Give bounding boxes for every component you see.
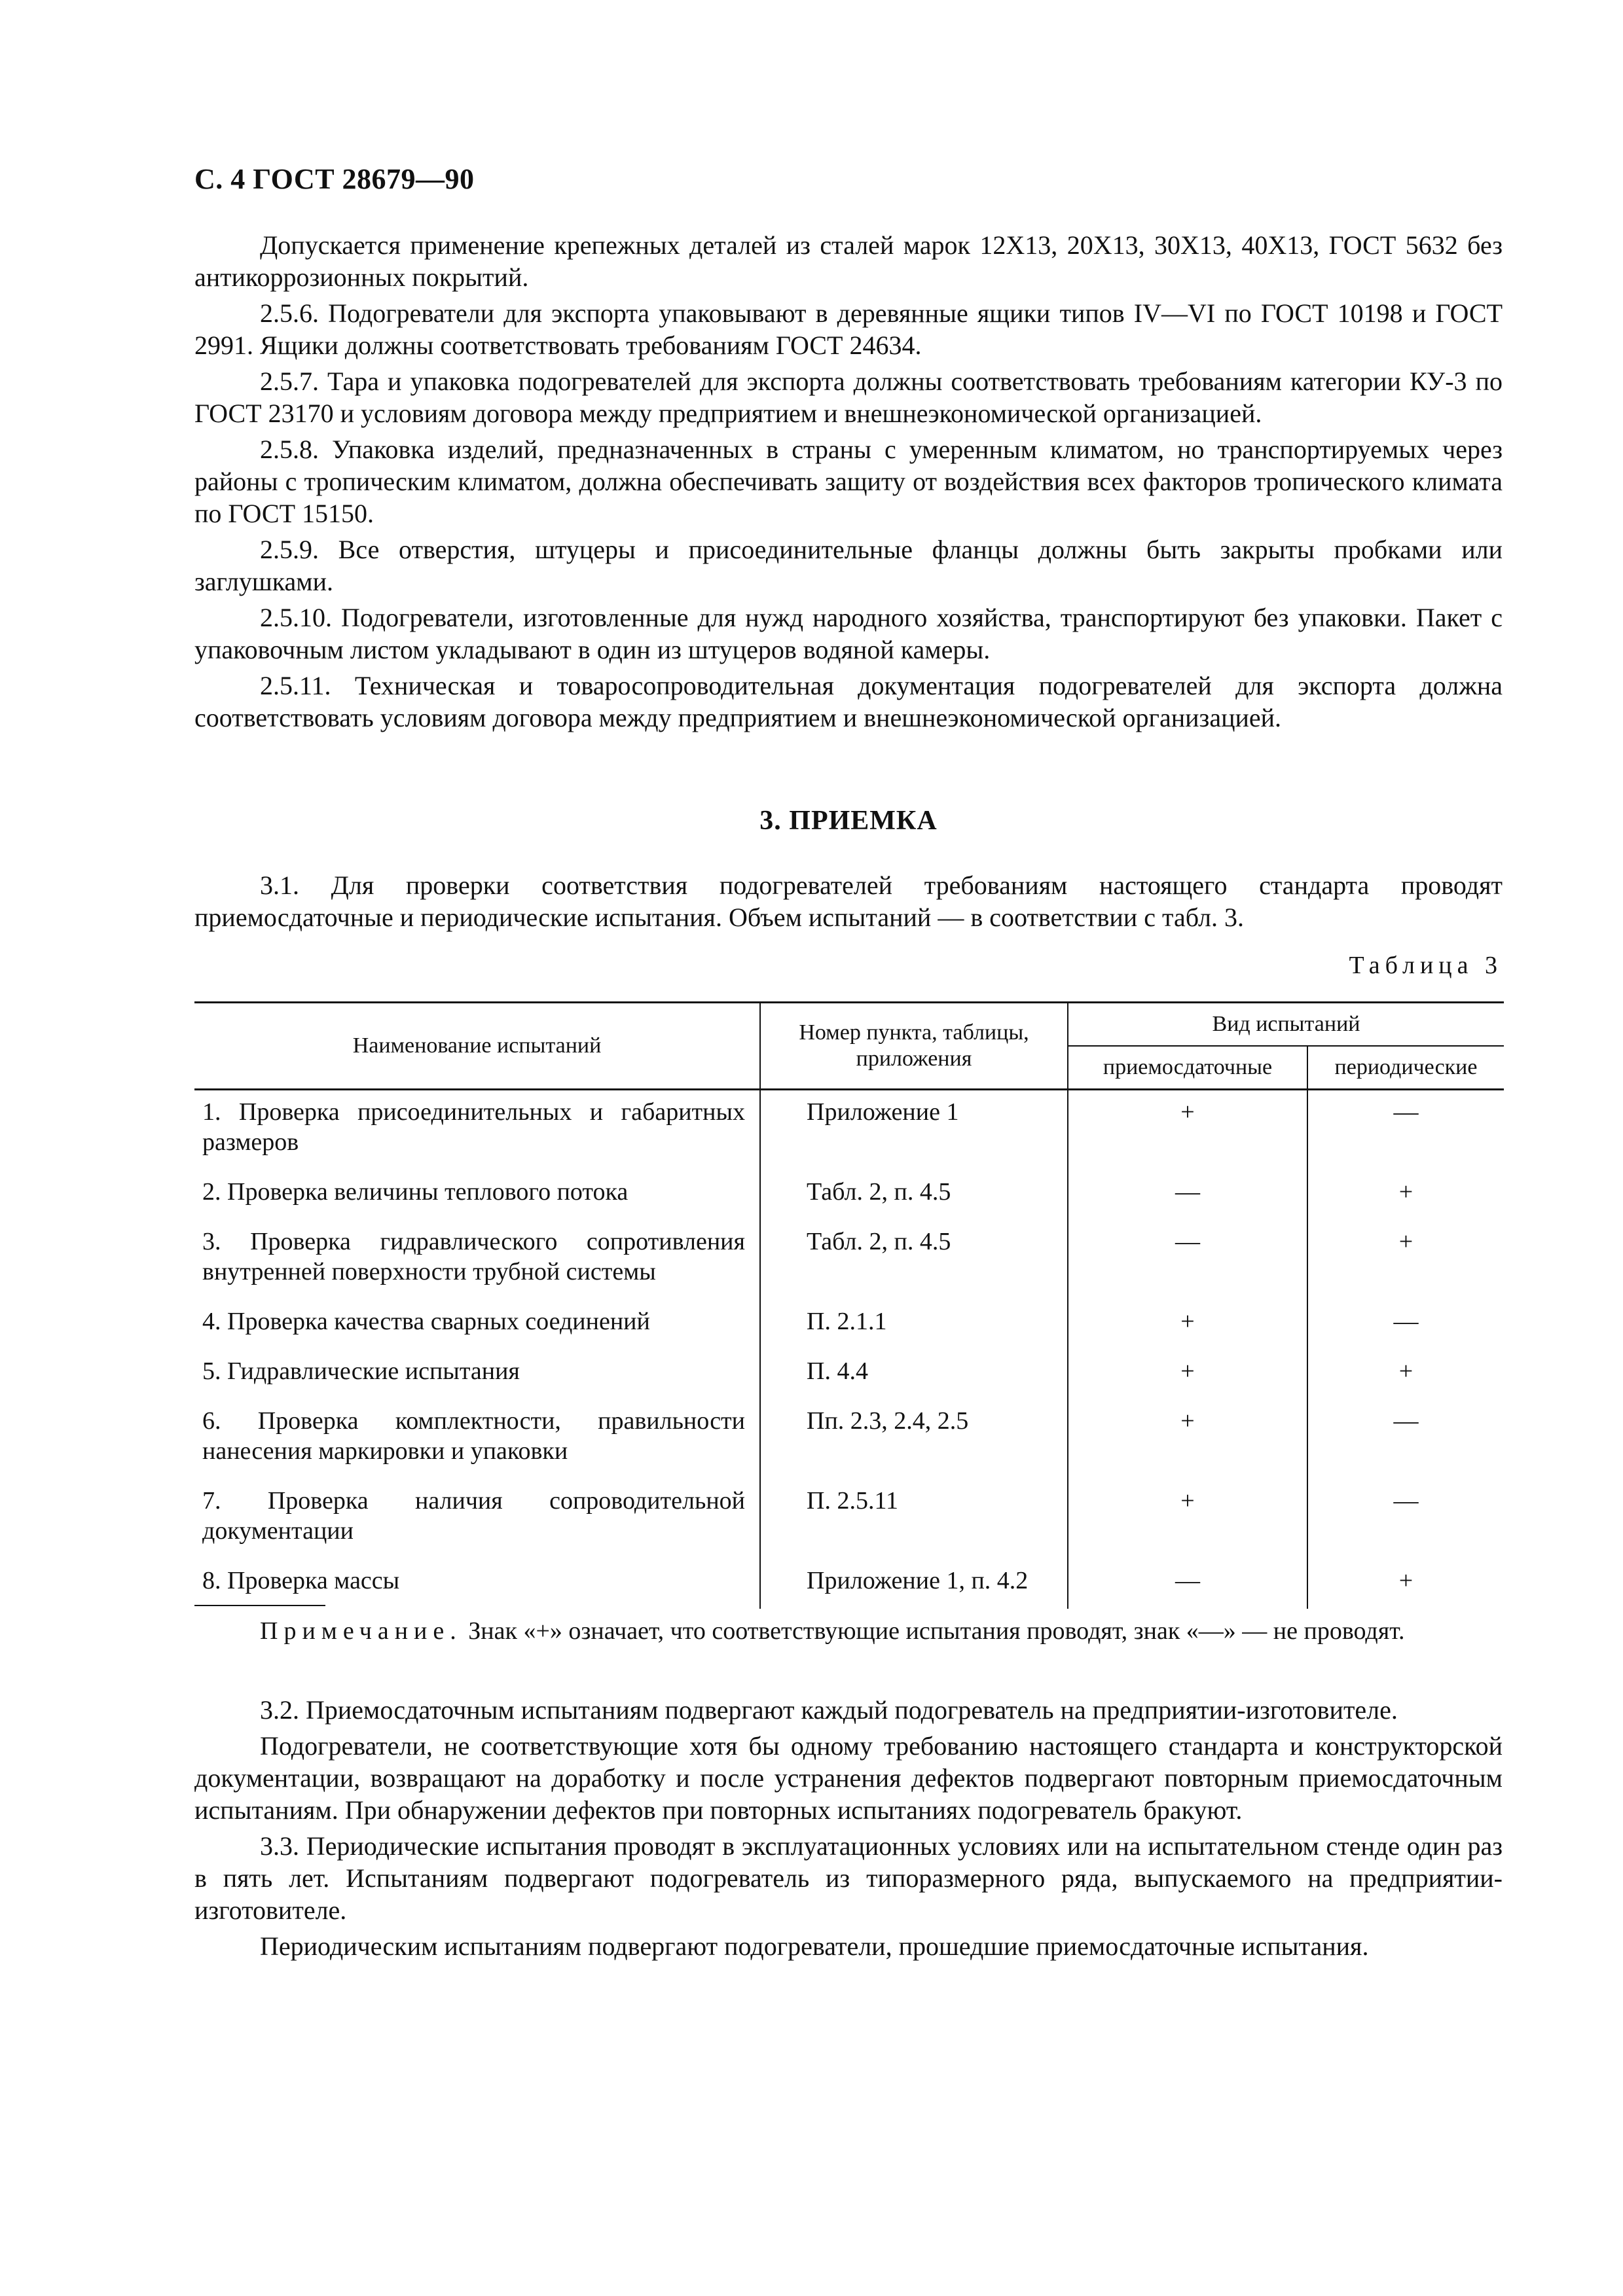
paragraph: Подогреватели, не соответствующие хотя бы одному требованию настоящего стандарта и конструкторской документации, возвращают на доработку и после устранения дефектов подвергают повторным приемосдаточным испытаниям. При обнаружении дефектов при повторных испытаниях подогреватель бракуют. [194, 1731, 1503, 1825]
cell-acceptance: — [1068, 1559, 1307, 1609]
header-test-name: Наименование испытаний [194, 1003, 760, 1090]
cell-acceptance: + [1068, 1350, 1307, 1399]
cell-test-name: 2. Проверка величины теплового потока [202, 1178, 629, 1206]
cell-periodic: + [1307, 1350, 1504, 1399]
cell-periodic: + [1307, 1220, 1504, 1300]
paragraph-3-1: 3.1. Для проверки соответствия подогревателей требованиям настоящего стандарта проводят приемосдаточные и периодические испытания. Объем испытаний — в соответствии с табл. 3. [194, 870, 1503, 932]
cell-test-name: 1. Проверка присоединительных и габаритных размеров [202, 1098, 745, 1156]
cell-acceptance: — [1068, 1170, 1307, 1220]
header-reference: Номер пункта, таблицы, приложения [760, 1003, 1068, 1090]
cell-periodic: — [1307, 1399, 1504, 1479]
header-test-kind: Вид испытаний [1068, 1003, 1504, 1047]
paragraph-2-5-9: 2.5.9. Все отверстия, штуцеры и присоединительные фланцы должны быть закрыты пробками или заглушками. [194, 535, 1503, 596]
note-label: Примечание. [260, 1617, 462, 1645]
note-paragraph [194, 1615, 1503, 1647]
paragraph: Периодическим испытаниям подвергают подогреватели, прошедшие приемосдаточные испытания. [260, 1931, 1369, 1961]
paragraph-2-5-10: 2.5.10. Подогреватели, изготовленные для нужд народного хозяйства, транспортируют без упаковки. Пакет с упаковочным листом укладывают в один из штуцеров водяной камеры. [194, 603, 1503, 664]
cell-periodic: — [1307, 1300, 1504, 1350]
cell-acceptance: — [1068, 1220, 1307, 1300]
cell-periodic: + [1307, 1559, 1504, 1609]
cell-reference: Приложение 1, п. 4.2 [760, 1559, 1068, 1609]
tests-table [194, 1001, 1504, 1609]
table-row [194, 1399, 1504, 1479]
cell-reference: Пп. 2.3, 2.4, 2.5 [760, 1399, 1068, 1479]
paragraph: Допускается применение крепежных деталей из сталей марок 12Х13, 20Х13, 30Х13, 40Х13, ГОСТ 5632 без антикоррозионных покрытий. [194, 230, 1503, 292]
cell-reference: П. 4.4 [760, 1350, 1068, 1399]
cell-periodic: + [1307, 1170, 1504, 1220]
page-header: С. 4 ГОСТ 28679—90 [194, 163, 475, 195]
table-note [194, 1615, 1503, 1651]
cell-acceptance: + [1068, 1399, 1307, 1479]
table-row [194, 1090, 1504, 1171]
section-text [194, 869, 1503, 937]
header-periodic: периодические [1307, 1046, 1504, 1090]
cell-reference: П. 2.1.1 [760, 1300, 1068, 1350]
cell-periodic: — [1307, 1090, 1504, 1171]
footnote-rule [194, 1605, 325, 1606]
table-row [194, 1559, 1504, 1609]
cell-test-name: 3. Проверка гидравлического сопротивления внутренней поверхности трубной системы [202, 1228, 745, 1285]
paragraph-2-5-6: 2.5.6. Подогреватели для экспорта упаковывают в деревянные ящики типов IV—VI по ГОСТ 10198 и ГОСТ 2991. Ящики должны соответствовать требованиям ГОСТ 24634. [194, 298, 1503, 360]
cell-test-name: 7. Проверка наличия сопроводительной документации [202, 1487, 745, 1545]
paragraph-2-5-7: 2.5.7. Тара и упаковка подогревателей для экспорта должны соответствовать требованиям категории КУ-3 по ГОСТ 23170 и условиям договора между предприятием и внешнеэкономической организацией. [194, 367, 1503, 428]
cell-reference: Табл. 2, п. 4.5 [760, 1220, 1068, 1300]
header-acceptance: приемосдаточные [1068, 1046, 1307, 1090]
cell-test-name: 4. Проверка качества сварных соединений [202, 1308, 650, 1335]
intro-text [194, 229, 1503, 738]
paragraph-3-2: 3.2. Приемосдаточным испытаниям подвергают каждый подогреватель на предприятии-изготовителе. [260, 1695, 1398, 1725]
paragraph-3-3: 3.3. Периодические испытания проводят в эксплуатационных условиях или на испытательном стенде один раз в пять лет. Испытаниям подвергают подогреватель из типоразмерного ряда, выпускаемого на предприятии-изготовителе. [194, 1831, 1503, 1925]
section-title: 3. ПРИЕМКА [759, 806, 938, 836]
note-text: Знак «+» означает, что соответствующие испытания проводят, знак «—» — не проводят. [462, 1617, 1405, 1645]
cell-reference: Табл. 2, п. 4.5 [760, 1170, 1068, 1220]
table-row [194, 1479, 1504, 1559]
cell-periodic: — [1307, 1479, 1504, 1559]
cell-acceptance: + [1068, 1300, 1307, 1350]
cell-acceptance: + [1068, 1090, 1307, 1171]
paragraph-2-5-8: 2.5.8. Упаковка изделий, предназначенных в страны с умеренным климатом, но транспортируемых через районы с тропическим климатом, должна обеспечивать защиту от воздействия всех факторов тропического климата по ГОСТ 15150. [194, 435, 1503, 528]
table-row [194, 1300, 1504, 1350]
cell-test-name: 5. Гидравлические испытания [202, 1357, 520, 1385]
closing-text [194, 1694, 1503, 1966]
cell-reference: П. 2.5.11 [760, 1479, 1068, 1559]
table-caption: Таблица 3 [1349, 952, 1503, 979]
table-row [194, 1170, 1504, 1220]
cell-test-name: 8. Проверка массы [202, 1567, 400, 1594]
paragraph-2-5-11: 2.5.11. Техническая и товаросопроводительная документация подогревателей для экспорта должна соответствовать условиям договора между предприятием и внешнеэкономической организацией. [194, 671, 1503, 732]
cell-acceptance: + [1068, 1479, 1307, 1559]
cell-reference: Приложение 1 [760, 1090, 1068, 1171]
table-row [194, 1220, 1504, 1300]
cell-test-name: 6. Проверка комплектности, правильности нанесения маркировки и упаковки [202, 1407, 745, 1465]
table-row [194, 1350, 1504, 1399]
